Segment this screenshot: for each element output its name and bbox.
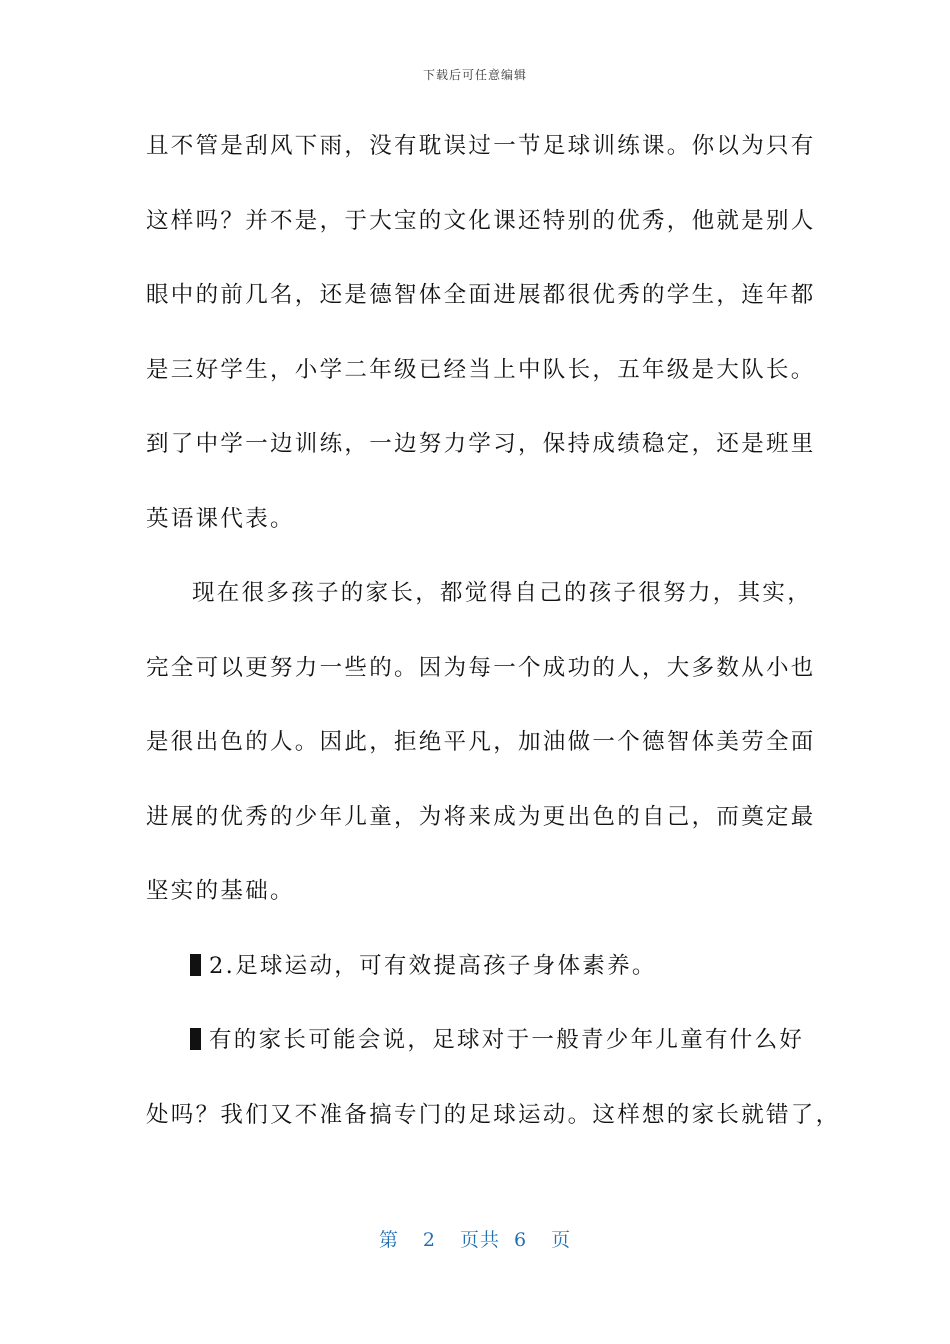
section-heading: [146, 944, 806, 1019]
page-footer: [0, 1225, 950, 1252]
text-line: 是很出色的人。因此，拒绝平凡，加油做一个德智体美劳全面: [146, 729, 816, 755]
text-line: 完全可以更努力一些的。因为每一个成功的人，大多数从小也: [146, 654, 816, 681]
text-line: 英语课代表。: [146, 505, 295, 532]
footer-page-number: 2: [422, 1229, 436, 1251]
footer-total-pages: 6: [514, 1229, 528, 1251]
paragraph-first-line: 现在很多孩子的家长，都觉得自己的孩子很努力，其实，: [192, 580, 813, 606]
text-line: 坚实的基础。: [146, 878, 295, 904]
text-line: 这样吗？并不是，于大宝的文化课还特别的优秀，他就是别人: [146, 207, 816, 234]
text-line: 进展的优秀的少年儿童，为将来成为更出色的自己，而奠定最: [146, 803, 816, 830]
bar-marker-icon: [190, 1028, 201, 1050]
text-line: 且不管是刮风下雨，没有耽误过一节足球训练课。你以为只有: [146, 133, 816, 159]
text-line: 到了中学一边训练，一边努力学习，保持成绩稳定，还是班里: [146, 431, 816, 457]
paragraph-text: 有的家长可能会说，足球对于一般青少年儿童有什么好: [209, 1027, 805, 1053]
bar-marker-icon: [190, 954, 201, 976]
footer-middle: 页共: [459, 1229, 500, 1251]
text-line: 是三好学生，小学二年级已经当上中队长，五年级是大队长。: [146, 356, 816, 383]
page-header-note: 下载后可任意编辑: [422, 68, 527, 82]
paragraph-first-line: [146, 1018, 806, 1093]
section-heading-text: 2.足球运动，可有效提高孩子身体素养。: [209, 952, 657, 979]
text-line: 眼中的前几名，还是德智体全面进展都很优秀的学生，连年都: [146, 282, 816, 308]
document-body: [146, 124, 841, 1167]
footer-prefix: 第: [378, 1229, 399, 1251]
text-line: 处吗？我们又不准备搞专门的足球运动。这样想的家长就错了，: [146, 1101, 841, 1128]
footer-suffix: 页: [551, 1229, 572, 1251]
